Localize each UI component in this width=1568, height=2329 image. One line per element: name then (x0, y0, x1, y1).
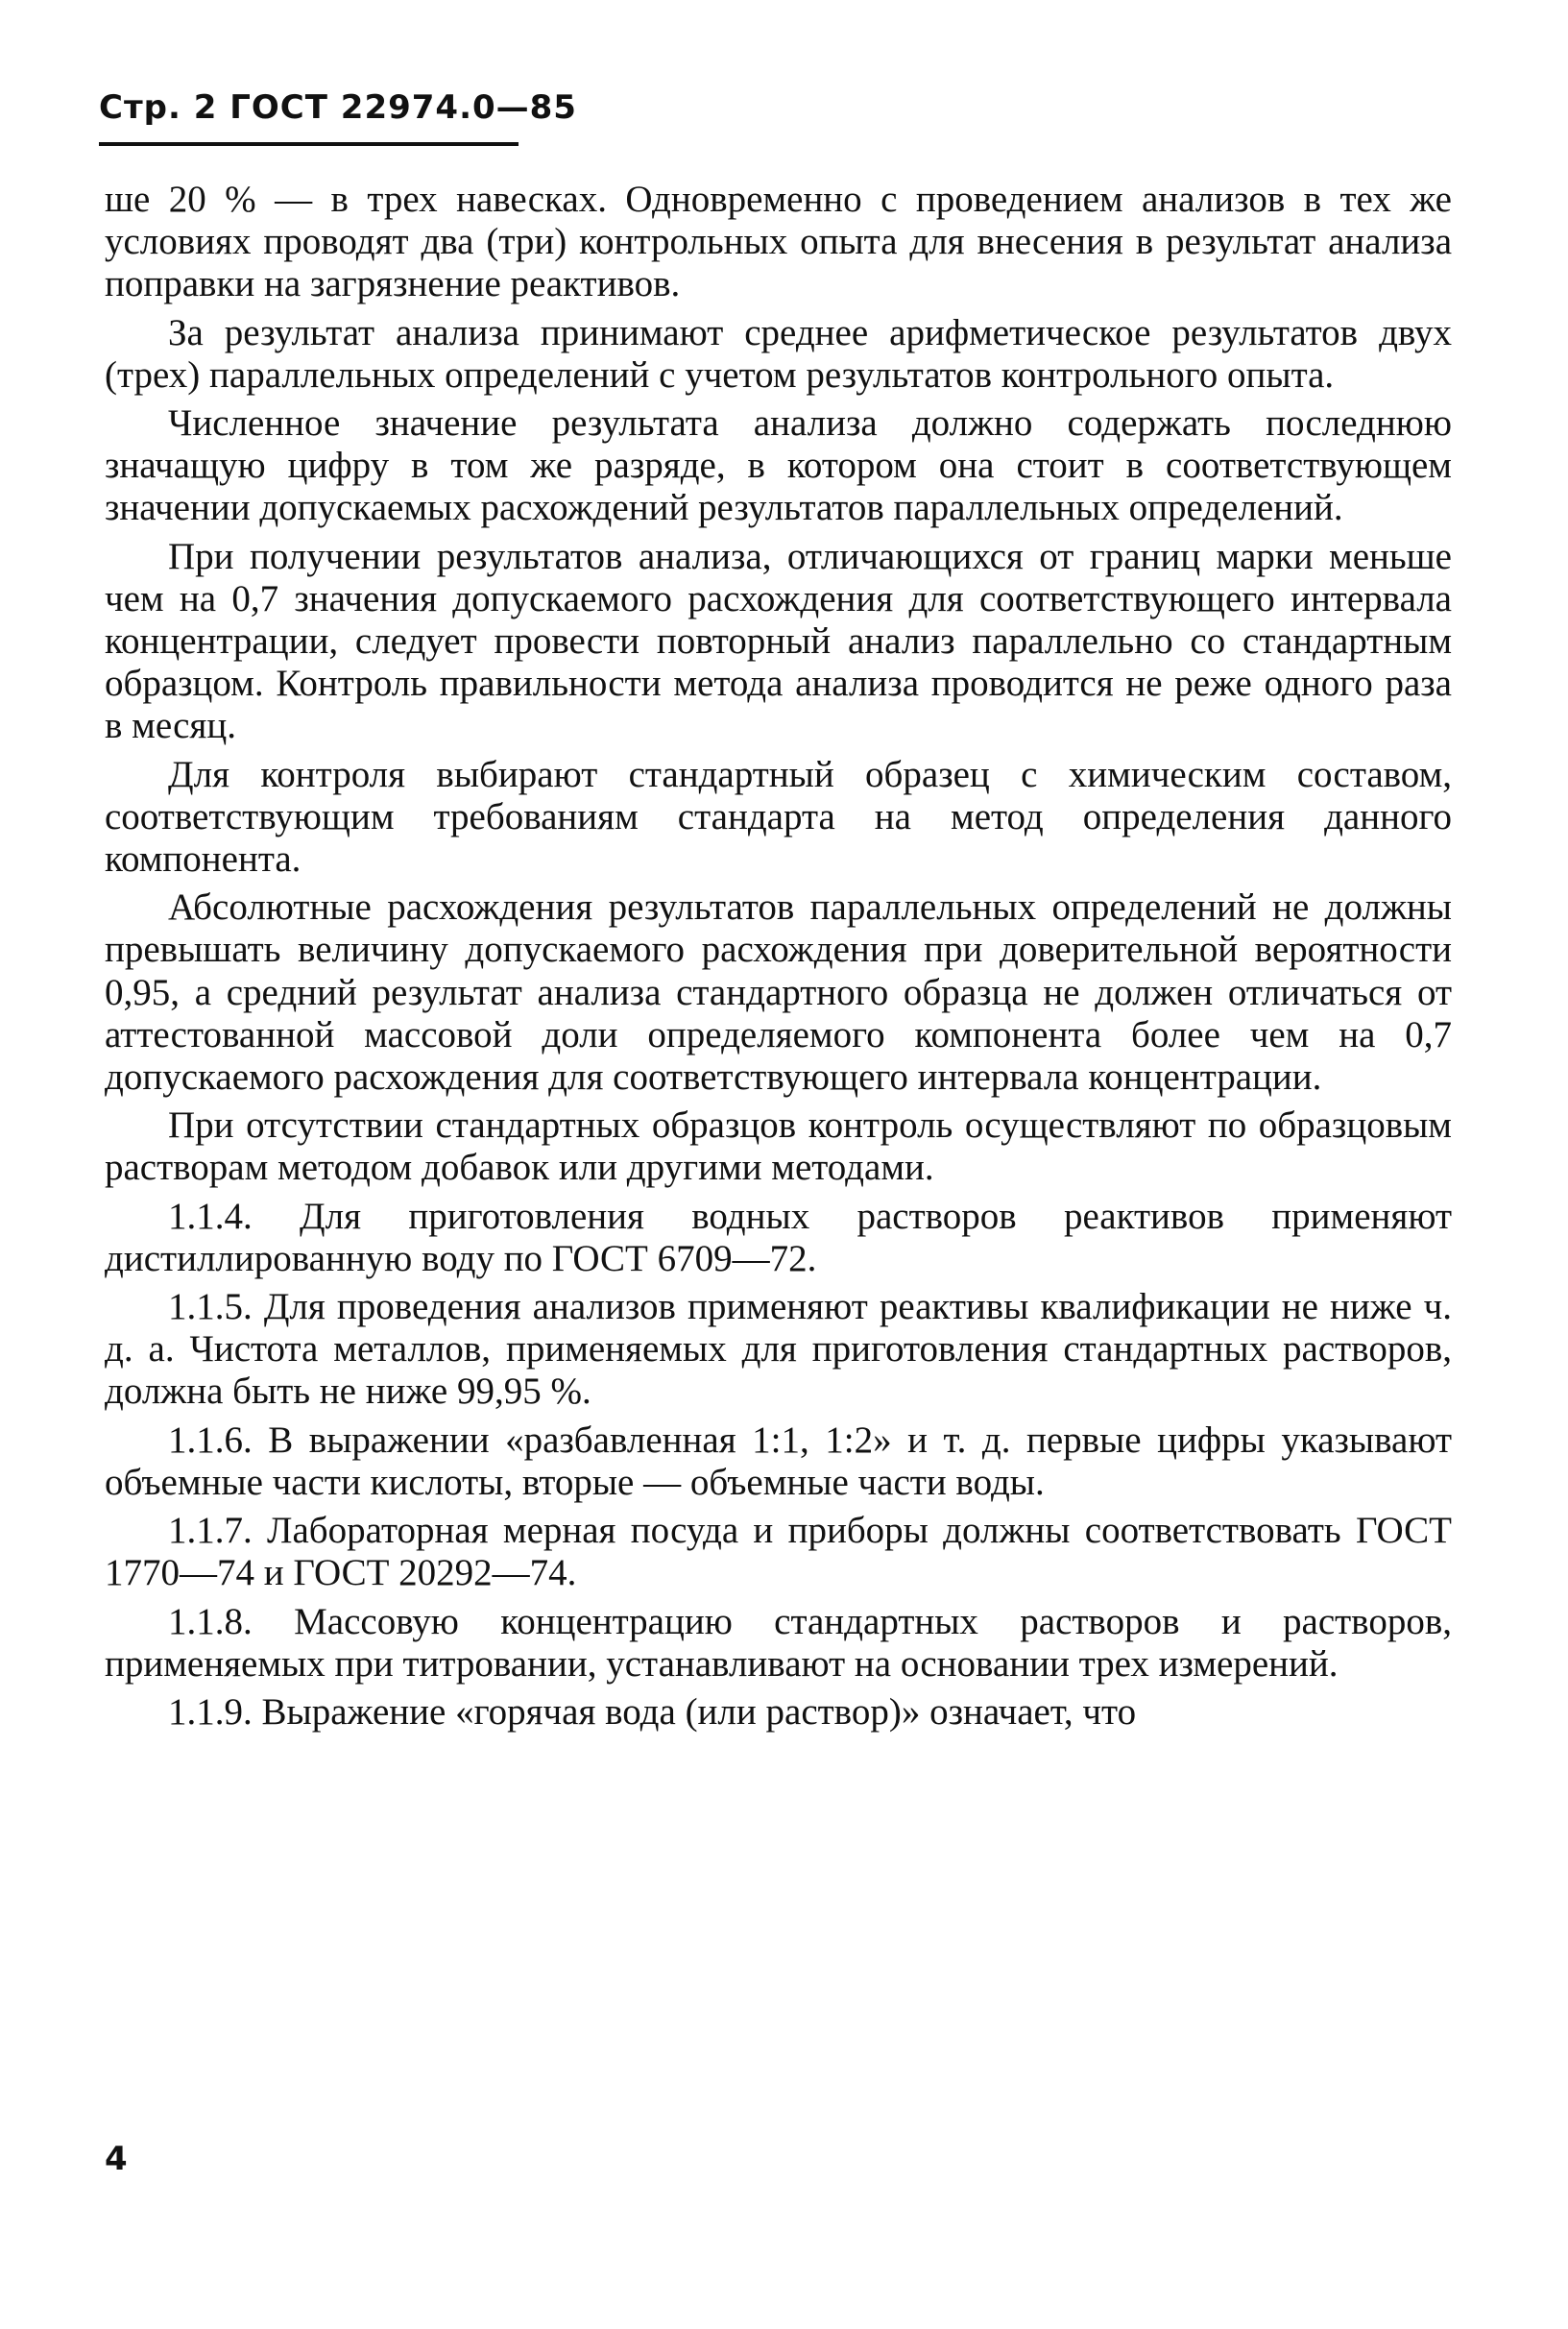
clause-1-1-9: 1.1.9. Выражение «горячая вода (или раствор)» означает, что (168, 1690, 1137, 1733)
paragraph-absolute-discrepancies: Абсолютные расхождения результатов параллельных определений не должны превышать величину допускаемого расхождения при доверительной вероятности 0,95, а средний результат анализа стандартного образца не должен отличаться от аттестованной массовой доли определяемого компонента более чем на 0,7 допускаемого расхождения для соответствующего интервала концентрации. (105, 886, 1452, 1099)
paragraph-reference-sample: Для контроля выбирают стандартный образец с химическим составом, соответствующим требованиям стандарта на метод определения данного компонента. (105, 753, 1452, 881)
paragraph-repeat-analysis: При получении результатов анализа, отличающихся от границ марки меньше чем на 0,7 значения допускаемого расхождения для соответствующего интервала концентрации, следует провести повторный анализ параллельно со стандартным образцом. Контроль правильности метода анализа проводится не реже одного раза в месяц. (105, 535, 1452, 747)
paragraph-continuation: ше 20 % — в трех навесках. Одновременно с проведением анализов в тех же условиях проводят два (три) контрольных опыта для внесения в результат анализа поправки на загрязнение реактивов. (105, 179, 1452, 305)
running-header: Стр. 2 ГОСТ 22974.0—85 (99, 88, 577, 127)
clause-1-1-7: 1.1.7. Лабораторная мерная посуда и приборы должны соответствовать ГОСТ 1770—74 и ГОСТ 20292—74. (105, 1510, 1452, 1594)
text-body (105, 179, 1452, 1739)
clause-1-1-8: 1.1.8. Массовую концентрацию стандартных растворов и растворов, применяемых при титровании, устанавливают на основании трех измерений. (105, 1600, 1452, 1685)
clause-1-1-4: 1.1.4. Для приготовления водных растворов реактивов применяют дистиллированную воду по ГОСТ 6709—72. (105, 1195, 1452, 1279)
page-number: 4 (105, 2140, 128, 2178)
paragraph-significant-digit: Численное значение результата анализа должно содержать последнюю значащую цифру в том же разряде, в котором она стоит в соответствующем значении допускаемых расхождений результатов параллельных определений. (105, 402, 1452, 529)
paragraph-no-reference-samples: При отсутствии стандартных образцов контроль осуществляют по образцовым растворам методом добавок или другими методами. (105, 1104, 1452, 1189)
clause-1-1-6: 1.1.6. В выражении «разбавленная 1:1, 1:2» и т. д. первые цифры указывают объемные части кислоты, вторые — объемные части воды. (105, 1419, 1452, 1503)
clause-1-1-5: 1.1.5. Для проведения анализов применяют реактивы квалификации не ниже ч. д. а. Чистота металлов, применяемых для приготовления стандартных растворов, должна быть не ниже 99,95 %. (105, 1286, 1452, 1413)
header-rule (99, 142, 519, 146)
paragraph-result-definition: За результат анализа принимают среднее арифметическое результатов двух (трех) параллельных определений с учетом результатов контрольного опыта. (105, 311, 1452, 396)
